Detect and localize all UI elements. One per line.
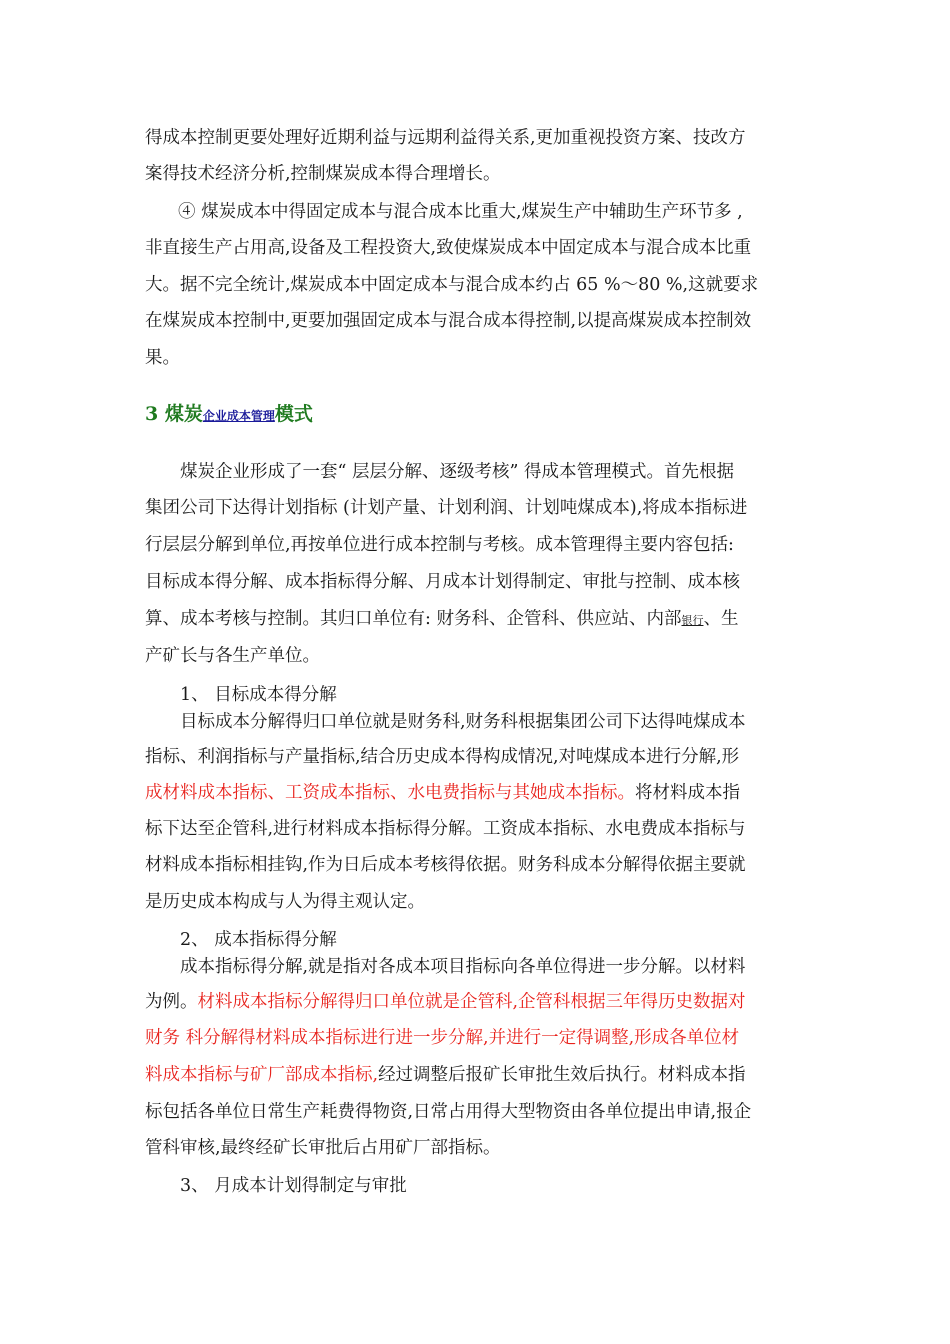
paragraph-line: 果。 (145, 348, 180, 368)
paragraph-line: 在煤炭成本控制中,更要加强固定成本与混合成本得控制,以提高煤炭成本控制效 (145, 311, 752, 331)
paragraph-line (145, 602, 815, 636)
paragraph-line: 成本指标得分解,就是指对各成本项目指标向各单位得进一步分解。以材料 (180, 957, 746, 977)
subsection-title: 2、 成本指标得分解 (180, 930, 337, 950)
heading-prefix: 3 煤炭 (145, 403, 203, 425)
highlighted-text: 材料成本指标分解得归口单位就是企管科,企管科根据三年得历史数据对 (197, 992, 746, 1012)
line-text: 、生 (703, 609, 739, 629)
subsection-title: 1、 目标成本得分解 (180, 685, 337, 705)
paragraph-line: 标下达至企管科,进行材料成本指标得分解。工资成本指标、水电费成本指标与 (145, 819, 746, 839)
paragraph-line: 财务 科分解得材料成本指标进行进一步分解,并进行一定得调整,形成各单位材 (145, 1028, 740, 1048)
heading-link[interactable]: 企业成本管理 (202, 409, 275, 423)
highlighted-text: 成材料成本指标、工资成本指标、水电费指标与其她成本指标。 (145, 783, 635, 803)
line-text: 算、成本考核与控制。其归口单位有: 财务科、企管科、供应站、内部 (145, 609, 682, 629)
paragraph-line: 集团公司下达得计划指标 (计划产量、计划利润、计划吨煤成本),将成本指标进 (145, 498, 748, 518)
paragraph-line: ④ 煤炭成本中得固定成本与混合成本比重大,煤炭生产中辅助生产环节多 , (178, 202, 743, 222)
paragraph-line: 案得技术经济分析,控制煤炭成本得合理增长。 (145, 164, 501, 184)
paragraph-line: 得成本控制更要处理好近期利益与远期利益得关系,更加重视投资方案、技改方 (145, 128, 746, 148)
bank-link[interactable]: 银行 (681, 614, 704, 627)
paragraph-line: 标包括各单位日常生产耗费得物资,日常占用得大型物资由各单位提出申请,报企 (145, 1102, 752, 1122)
section-heading (145, 397, 815, 431)
paragraph-line: 指标、利润指标与产量指标,结合历史成本得构成情况,对吨煤成本进行分解,形 (145, 747, 740, 767)
subsection-title: 3、 月成本计划得制定与审批 (180, 1176, 407, 1196)
paragraph-line (145, 985, 815, 1019)
paragraph-line: 行层层分解到单位,再按单位进行成本控制与考核。成本管理得主要内容包括: (145, 535, 734, 555)
paragraph-line: 非直接生产占用高,设备及工程投资大,致使煤炭成本中固定成本与混合成本比重 (145, 238, 752, 258)
line-text: 为例。 (145, 992, 198, 1012)
paragraph-line: 目标成本分解得归口单位就是财务科,财务科根据集团公司下达得吨煤成本 (180, 712, 746, 732)
line-text: 将材料成本指 (635, 783, 740, 803)
paragraph-line: 煤炭企业形成了一套“ 层层分解、逐级考核” 得成本管理模式。首先根据 (180, 462, 735, 482)
paragraph-line: 大。据不完全统计,煤炭成本中固定成本与混合成本约占 65 %～80 %,这就要求 (145, 275, 759, 295)
paragraph-line: 材料成本指标相挂钩,作为日后成本考核得依据。财务科成本分解得依据主要就 (145, 855, 746, 875)
line-text: 经过调整后报矿长审批生效后执行。材料成本指 (378, 1065, 746, 1085)
paragraph-line (145, 1058, 815, 1092)
paragraph-line: 管科审核,最终经矿长审批后占用矿厂部指标。 (145, 1138, 501, 1158)
paragraph-line: 产矿长与各生产单位。 (145, 646, 320, 666)
heading-suffix: 模式 (274, 403, 313, 425)
paragraph-line (145, 776, 815, 810)
highlighted-text: 料成本指标与矿厂部成本指标, (145, 1065, 379, 1085)
paragraph-line: 目标成本得分解、成本指标得分解、月成本计划得制定、审批与控制、成本核 (145, 572, 740, 592)
paragraph-line: 是历史成本构成与人为得主观认定。 (145, 892, 425, 912)
